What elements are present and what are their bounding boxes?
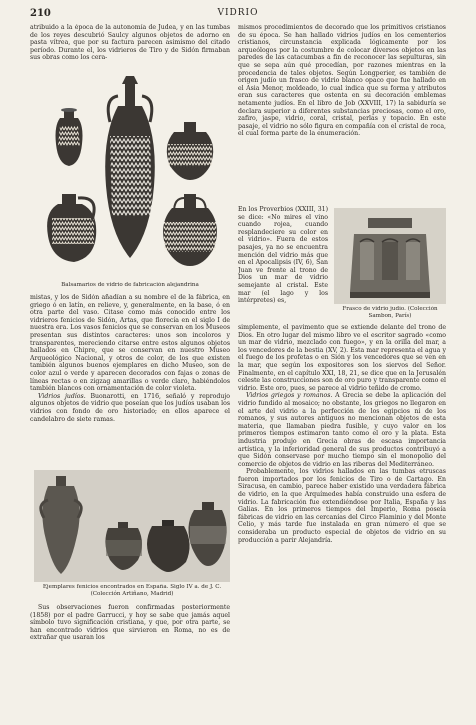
caption-fig2: Frasco de vidrio judío. (Colección Sambon, París) <box>342 306 438 319</box>
paragraph: atribuido a la época de la autonomía de Judea, y en las tumbas de los reyes descubrió Saulcy algunos objetos de adorno en pasta vítrea, que por su factura parecen asimismo del citado período. Durante el, los vidrieros de Tiro y de Sidón firmaban sus obras como los cera- <box>30 24 230 62</box>
jug-shape <box>47 194 96 262</box>
paragraph-text: A Grecia se debe la aplicación del vidrio fundido al mosaico; no obstante, los griegos no llegaron en el arte del vidrio a la perfección de los egipcios ni de los romanos, y sus autores antiguos no mencionan objetos de esta materia, que llamaban piedra fusible, y cuyo valor en los primeros tiempos estimaron tanto como el oro y la plata. Esta industria produjo en Grecia obras de escasa importancia artística, y la inferioridad general de sus productos contribuyó a que Sidón conservase por mucho tiempo sin el monopolio del comercio de objetos de vidrio en las riberas del Mediterráneo. <box>238 392 446 468</box>
running-title: VIDRIO <box>217 8 259 18</box>
right-column-lower-text <box>238 324 446 644</box>
figure-balsamarios <box>34 66 226 278</box>
subheading-vidrios-griegos: Vidrios griegos y romanos. <box>246 392 333 400</box>
frasco-judio-photo <box>334 208 446 304</box>
round-vase-shape <box>163 194 217 266</box>
right-column-mid-text <box>238 206 328 322</box>
subheading-vidrios-judios: Vidrios judíos. <box>38 392 86 400</box>
figure-frasco-judio <box>334 208 446 304</box>
paragraph: simplemente, el pavimento que se extiende delante del trono de Dios. En otro lugar del mismo libro ve el escritor sagrado «como un mar de vidrio, mezclado con fuego», y en la orilla del mar, a los vencedores de la bestia (XV, 2). Esta mar representa el agua y el fuego de los profetas o en Sión y los vencedores que se ven en la mar, que según los expositores son los siervos del Señor. Finalmente, en el capítulo XXI, 18, 21, se dice que en la Jerusalén celeste las construcciones son de oro puro y transparente como el vidrio. Este oro, pues, se parece al vidrio teñido de cromo. <box>238 324 446 392</box>
balsamarios-illustration <box>34 66 226 278</box>
paragraph-text: Buonarotti, en 1716, señaló y reprodujo algunos objetos de vidrio que poseían que los judíos usaban los vidrios con fondo de oro historiado; en ellos aparece el candelabro de siete ramas. <box>30 392 230 423</box>
caption-fig1: Balsamarios de vidrio de fabricación alejandrina <box>61 282 199 288</box>
right-column-top-text <box>238 24 446 204</box>
left-column-middle-text <box>30 294 230 466</box>
squat-vase-shape <box>167 122 213 180</box>
paragraph: mismos procedimientos de decorado que los primitivos cristianos de su época. Se han hallado vidrios judíos en los cementerios cristianos, circunstancia explicada lógicamente por los arqueólogos por la costumbre de colocar diversos objetos en las paredes de las catacumbas a fin de reconocer las sepulturas, sin que se sepa aún qué procedían, por razones mientras en la procedencia de tales objetos. Según Longperier, es también de origen judío un frasco de vidrio blanco opaco que fue hallado en el Asia Menor, moldeado, lo cual indica que su forma y atributos eran sus caracteres que ostenta en su decoración emblemas netamente judíos. En el libro de Job (XXVIII, 17) la sabiduría se declara superior a diferentes substancias preciosas, como el oro, zafiro, jaspe, vidrio, coral, cristal, perlas y topacio. En este pasaje, el vidrio no sólo figura en compañía con el cristal de roca, el cual forma parte de la enumeración. <box>238 24 446 138</box>
paragraph-vidrios-griegos <box>238 392 446 468</box>
left-column-bottom-text <box>30 604 230 644</box>
caption-fig3: Ejemplares fenicios encontrados en España. Siglo IV a. de J. C. (Colección Artiñano, Madrid) <box>42 584 222 597</box>
figure-ejemplares-fenicios <box>34 470 230 582</box>
paragraph: En los Proverbios (XXIII, 31) se dice: «No mires el vino cuando rojea, cuando resplandeciere su color en el vidrio». Fuera de estos pasajes, ya no se encuentra mención del vidrio más que en el Apocalipsis (IV, 6), San Juan ve frente al trono de Dios un mar de vidrio semejante al cristal. Este mar (el lago y los intérpretes) es, <box>238 206 328 305</box>
tall-amphora-shape <box>105 76 155 258</box>
left-column-top-text <box>30 24 230 62</box>
ejemplares-fenicios-photo <box>34 470 230 582</box>
small-bottle-shape <box>56 108 83 166</box>
paragraph-vidrios-judios <box>30 393 230 423</box>
page-header <box>30 8 446 22</box>
paragraph: Sus observaciones fueron confirmadas posteriormente (1858) por el padre Garrucci, y hoy se sabe que jamás aquel símbolo tuvo significación cristiana, y que, por otra parte, se han encontrado vidrios que sirvieron en Roma, no es de extrañar que usaran los <box>30 604 230 642</box>
paragraph: Probablemente, los vidrios hallados en las tumbas etruscas fueron importados por los fenicios de Tiro o de Cartago. En Siracusa, en cambio, parece haber existido una verdadera fábrica de vidrio, en la que Arquímedes había construido una esfera de vidrio. La fabricación fue extendiéndose por Italia, España y las Galias. En los primeros tiempos del Imperio, Roma poseía fábricas de vidrio en las cercanías del Circo Flaminio y del Monte Celio, y más tarde fue instalada en gran número el que se consideraba un producto especial de objetos de vidrio en su producción a parir Alejandría. <box>238 468 446 544</box>
paragraph: mistas, y los de Sidón añadían a su nombre el de la fábrica, en griego ó en latín, en relieve, y, generalmente, en la base, ó en otra parte del vaso. Citase como más conocido entre los vidrieros fenicios de Sidón, Artas, que florecía en el siglo I de nuestra era. Los vasos fenicios que se conservan en los Museos presentan sus distintos caracteres: unos son incoloros y transparentes, mereciendo citarse entre estos algunos objetos hallados en Chipre, que se conservan en nuestro Museo Arqueológico Nacional, y otros de color, de los que existen también algunos buenos ejemplares en dicho Museo, son de color azul o verde y aparecen decorados con fajas o zonas de líneas rectas o en zigzag amarillas o verde claro, habiéndolos también blancos con ornamentación de color violeta. <box>30 294 230 393</box>
page-number: 210 <box>30 8 51 19</box>
